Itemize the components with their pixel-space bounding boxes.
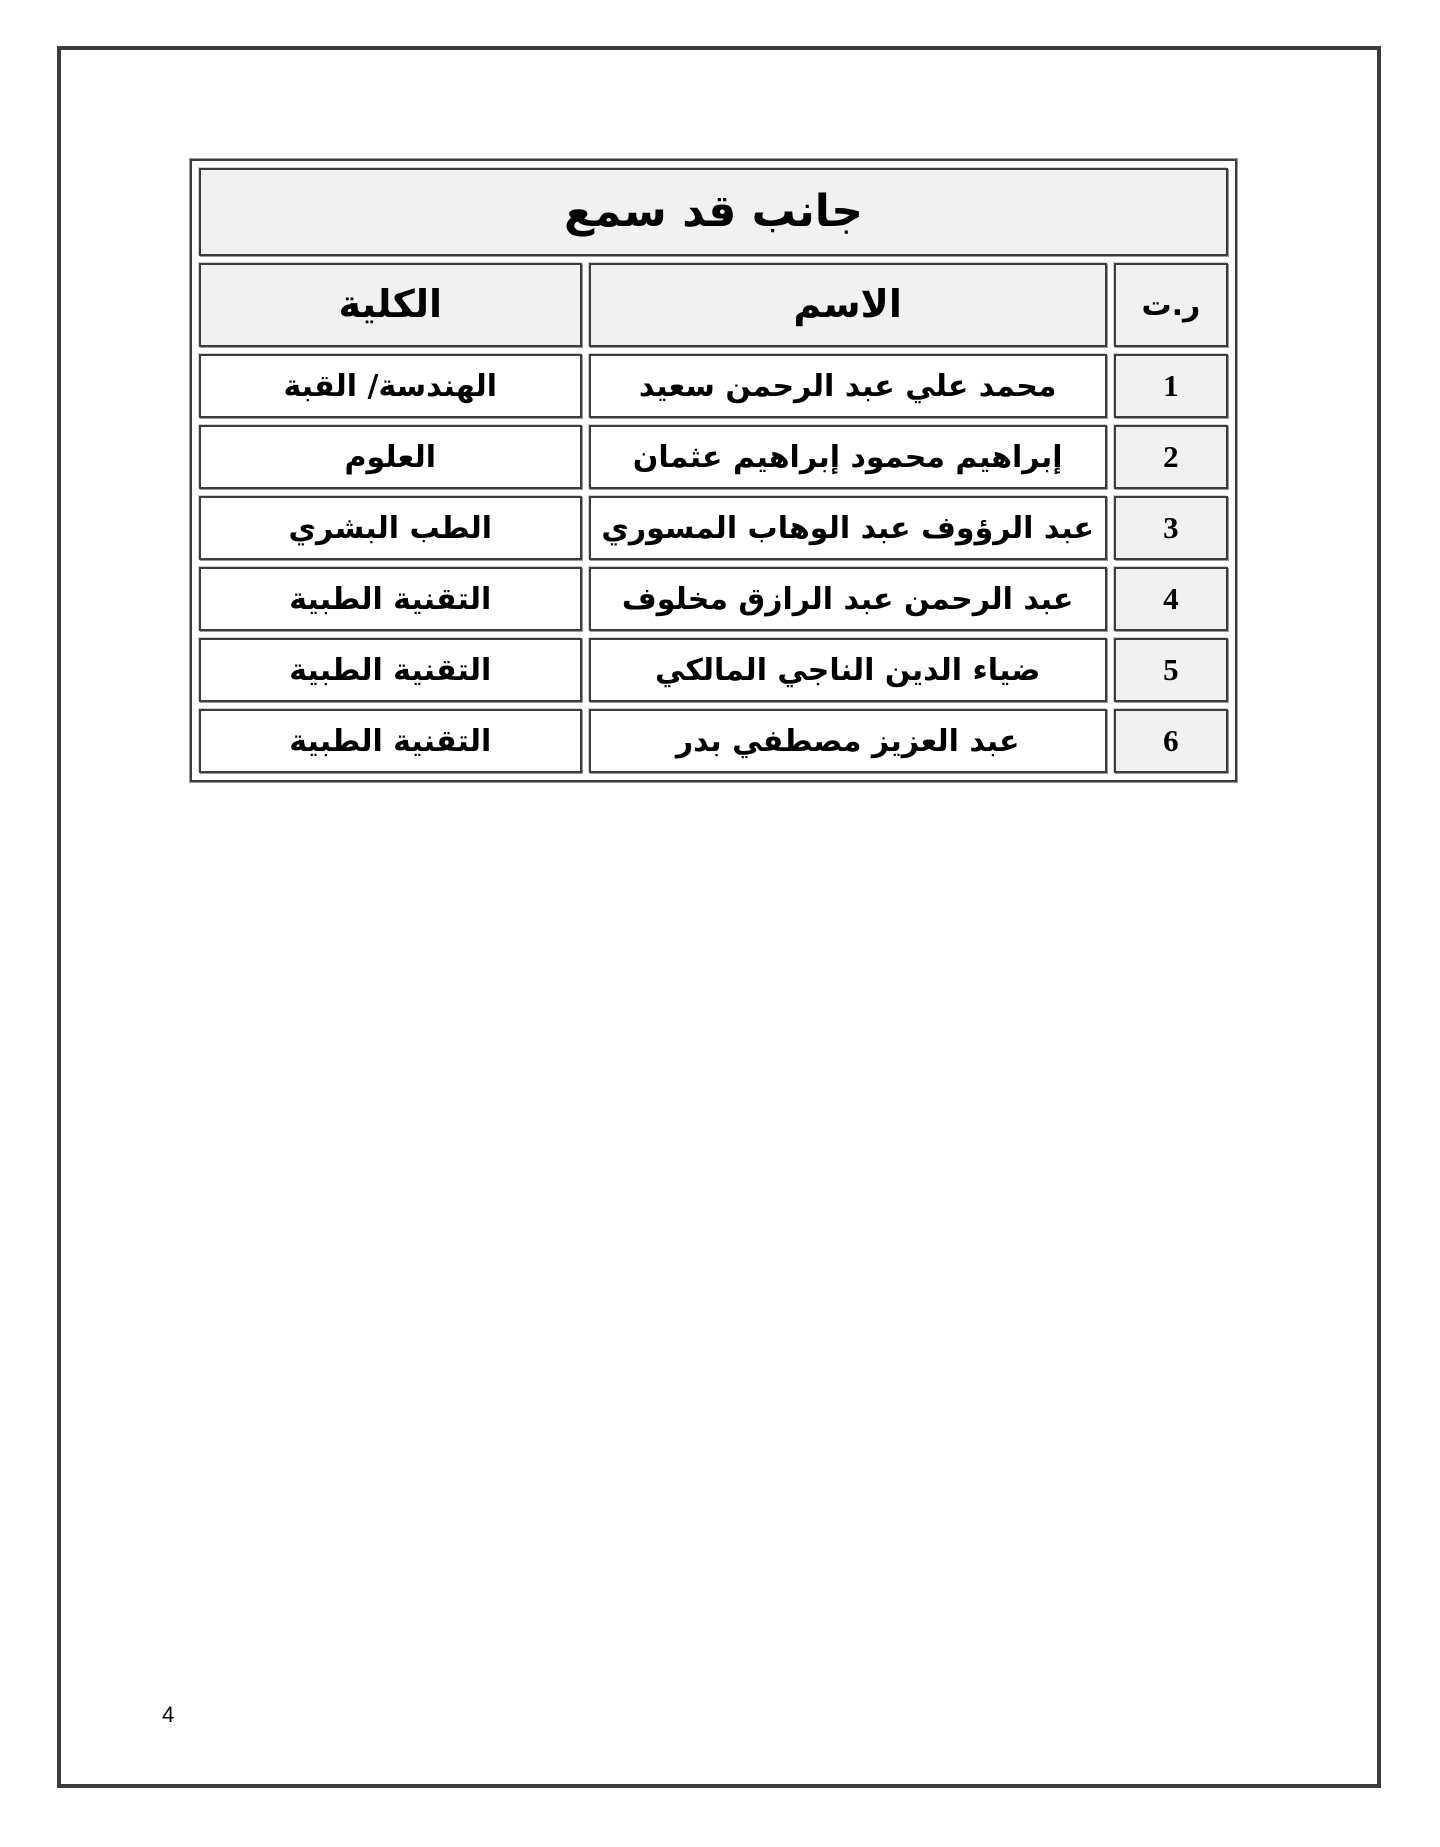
- column-header-serial: ر.ت: [1114, 263, 1228, 347]
- column-header-college: الكلية: [199, 263, 582, 347]
- row-college: الهندسة/ القبة: [199, 354, 582, 418]
- table-row: [199, 354, 1228, 418]
- row-serial: 3: [1114, 496, 1228, 560]
- row-serial: 5: [1114, 638, 1228, 702]
- page-number: 4: [162, 1702, 175, 1727]
- table-row: [199, 425, 1228, 489]
- row-college: العلوم: [199, 425, 582, 489]
- table-row: [199, 496, 1228, 560]
- row-college: الطب البشري: [199, 496, 582, 560]
- row-name: ضياء الدين الناجي المالكي: [589, 638, 1107, 702]
- row-serial: 6: [1114, 709, 1228, 773]
- banner-row: [199, 168, 1228, 256]
- row-college: التقنية الطبية: [199, 567, 582, 631]
- row-name: محمد علي عبد الرحمن سعيد: [589, 354, 1107, 418]
- table-row: [199, 709, 1228, 773]
- row-serial: 4: [1114, 567, 1228, 631]
- header-row: [199, 263, 1228, 347]
- row-name: عبد الرؤوف عبد الوهاب المسوري: [589, 496, 1107, 560]
- row-serial: 1: [1114, 354, 1228, 418]
- row-serial: 2: [1114, 425, 1228, 489]
- row-name: عبد الرحمن عبد الرازق مخلوف: [589, 567, 1107, 631]
- table-row: [199, 638, 1228, 702]
- row-college: التقنية الطبية: [199, 638, 582, 702]
- row-college: التقنية الطبية: [199, 709, 582, 773]
- table-title-banner: جانب قد سمع: [199, 168, 1228, 256]
- attendance-table: [190, 159, 1237, 782]
- table-row: [199, 567, 1228, 631]
- row-name: إبراهيم محمود إبراهيم عثمان: [589, 425, 1107, 489]
- column-header-name: الاسم: [589, 263, 1107, 347]
- row-name: عبد العزيز مصطفي بدر: [589, 709, 1107, 773]
